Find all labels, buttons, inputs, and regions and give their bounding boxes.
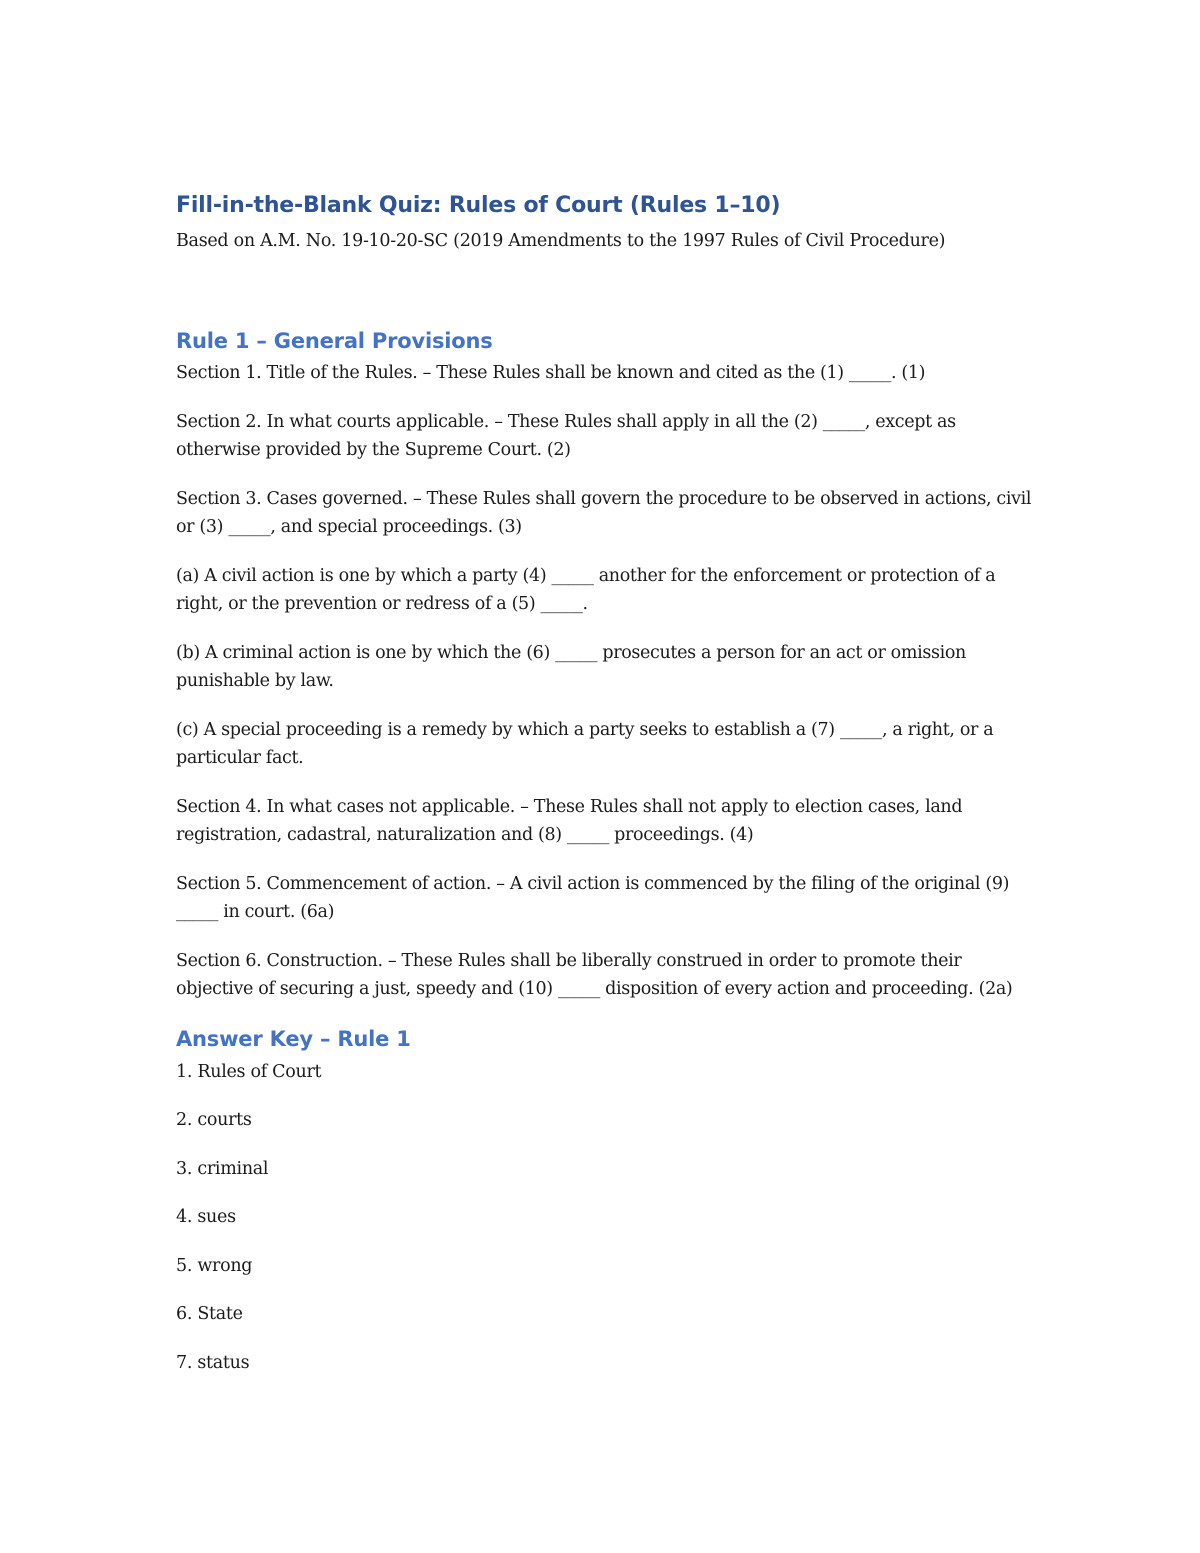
- answer-key-heading: Answer Key – Rule 1: [176, 1026, 411, 1051]
- rule-1-heading: Rule 1 – General Provisions: [176, 329, 493, 353]
- answer-item: 6. State: [176, 1304, 243, 1324]
- quiz-subtitle: Based on A.M. No. 19-10-20-SC (2019 Amendments to the 1997 Rules of Civil Procedure): [176, 231, 946, 251]
- quiz-title: Fill-in-the-Blank Quiz: Rules of Court (Rules 1–10): [176, 193, 781, 218]
- section-4-paragraph: Section 4. In what cases not applicable. – These Rules shall not apply to election cases, land registration, cadastral, naturalization and (8) _____ proceedings. (4): [176, 796, 963, 845]
- answer-item: 4. sues: [176, 1207, 236, 1227]
- answer-item: 5. wrong: [176, 1255, 253, 1276]
- section-1-paragraph: Section 1. Title of the Rules. – These Rules shall be known and cited as the (1) _____. (1): [176, 363, 926, 383]
- criminal-action-paragraph: (b) A criminal action is one by which the (6) _____ prosecutes a person for an act or omission punishable by law.: [176, 642, 966, 691]
- answer-key-list: [176, 1058, 1036, 1378]
- document-page: [176, 190, 1036, 1397]
- answer-item: 7. status: [176, 1352, 250, 1373]
- section-5-paragraph: Section 5. Commencement of action. – A civil action is commenced by the filing of the original (9) _____ in court. (6a): [176, 873, 1010, 922]
- section-6-paragraph: Section 6. Construction. – These Rules shall be liberally construed in order to promote their objective of securing a just, speedy and (10) _____ disposition of every action and proceeding. (2a): [176, 950, 1013, 999]
- civil-action-paragraph: (a) A civil action is one by which a party (4) _____ another for the enforcement or protection of a right, or the prevention or redress of a (5) _____.: [176, 565, 996, 614]
- section-2-paragraph: Section 2. In what courts applicable. – These Rules shall apply in all the (2) _____, except as otherwise provided by the Supreme Court. (2): [176, 411, 956, 460]
- answer-item: 1. Rules of Court: [176, 1061, 322, 1082]
- special-proceeding-paragraph: (c) A special proceeding is a remedy by which a party seeks to establish a (7) _____, a right, or a particular fact.: [176, 719, 994, 768]
- section-3-paragraph: Section 3. Cases governed. – These Rules shall govern the procedure to be observed in actions, civil or (3) _____, and special proceedings. (3): [176, 488, 1032, 537]
- answer-item: 3. criminal: [176, 1158, 269, 1179]
- answer-item: 2. courts: [176, 1110, 252, 1130]
